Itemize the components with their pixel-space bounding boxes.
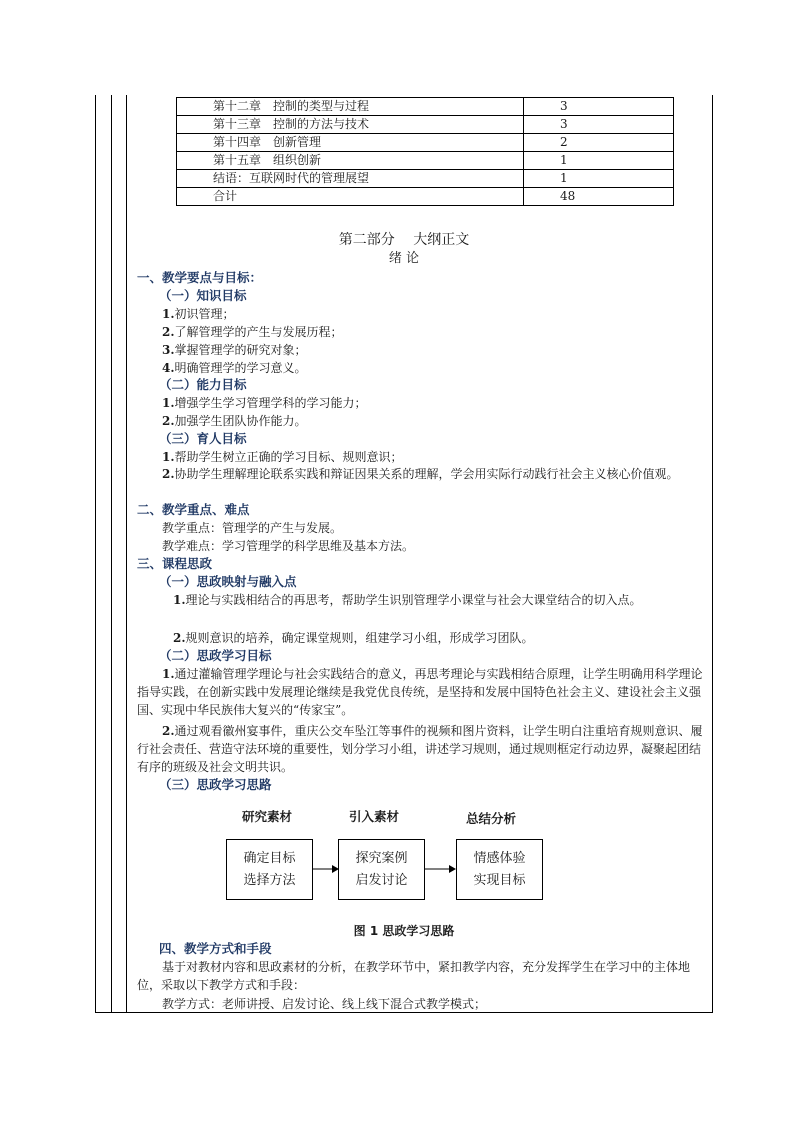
table-row bbox=[177, 98, 674, 116]
section-1-heading: 一、教学要点与目标： bbox=[137, 270, 263, 285]
box-line: 确定目标 bbox=[243, 850, 296, 866]
teaching-method: 教学方式：老师讲授、启发讨论、线上线下混合式教学模式； bbox=[162, 997, 487, 1011]
learning-goals-heading: （二）思政学习目标 bbox=[159, 648, 272, 663]
arrow-right-icon bbox=[312, 863, 340, 875]
section-4-intro: 基于对教材内容和思政素材的分析，在教学环节中，紧扣教学内容，充分发挥学生在学习中的主体地位，采取以下教学方式和手段： bbox=[137, 960, 691, 992]
list-item bbox=[162, 413, 307, 429]
box-line: 启发讨论 bbox=[355, 872, 408, 888]
part-title: 第二部分 大纲正文 bbox=[338, 232, 470, 248]
box-line: 探究案例 bbox=[355, 850, 408, 866]
list-item bbox=[137, 665, 707, 719]
stage-label: 研究素材 bbox=[242, 809, 293, 824]
list-item bbox=[162, 306, 235, 322]
list-item bbox=[162, 360, 307, 376]
table-cell-hours: 3 bbox=[524, 98, 674, 116]
item-number: 1. bbox=[162, 450, 175, 464]
item-number: 1. bbox=[162, 667, 175, 681]
table-cell-chapter: 合计 bbox=[177, 188, 524, 206]
table-row bbox=[177, 152, 674, 170]
mapping-heading: （一）思政映射与融入点 bbox=[159, 574, 297, 589]
diagram-box bbox=[456, 839, 543, 900]
education-goals-heading: （三）育人目标 bbox=[159, 431, 247, 446]
item-text: 加强学生团队协作能力。 bbox=[174, 414, 307, 428]
section-3-heading: 三、课程思政 bbox=[137, 556, 213, 571]
list-item bbox=[162, 342, 307, 358]
item-text: 明确管理学的学习意义。 bbox=[174, 361, 307, 375]
chapter-title: 绪 论 bbox=[388, 251, 420, 266]
diagram-box bbox=[226, 839, 313, 900]
table-cell-chapter: 第十五章 组织创新 bbox=[177, 152, 524, 170]
table-cell-hours: 1 bbox=[524, 152, 674, 170]
list-item bbox=[137, 465, 707, 483]
table-row bbox=[177, 116, 674, 134]
item-text: 通过灌输管理学理论与社会实践结合的意义，再思考理论与实践相结合原理，让学生明确用科学理论指导实践，在创新实践中发展理论继续是我党优良传统，是坚持和发展中国特色社会主义、建设社会主义强国、实现中华民族伟大复兴的“传家宝”。 bbox=[137, 667, 703, 717]
table-cell-chapter: 第十三章 控制的方法与技术 bbox=[177, 116, 524, 134]
box-line: 选择方法 bbox=[243, 872, 296, 888]
table-row bbox=[177, 188, 674, 206]
figure-caption: 图 1 思政学习思路 bbox=[353, 924, 455, 938]
table-cell-hours: 2 bbox=[524, 134, 674, 152]
table-cell-hours: 3 bbox=[524, 116, 674, 134]
table-cell-chapter: 结语：互联网时代的管理展望 bbox=[177, 170, 524, 188]
item-number: 1. bbox=[162, 396, 175, 410]
ability-goals-heading: （二）能力目标 bbox=[159, 377, 247, 392]
class-hours-table bbox=[176, 97, 674, 206]
list-item bbox=[137, 722, 707, 776]
item-text: 了解管理学的产生与发展历程； bbox=[174, 325, 343, 339]
table-row bbox=[177, 170, 674, 188]
item-number: 2. bbox=[162, 325, 175, 339]
box-line: 情感体验 bbox=[473, 850, 526, 866]
section-2-heading: 二、教学重点、难点 bbox=[137, 502, 250, 517]
list-item bbox=[162, 324, 343, 340]
table-cell-hours: 48 bbox=[524, 188, 674, 206]
item-text: 掌握管理学的研究对象； bbox=[174, 343, 307, 357]
item-number: 1. bbox=[162, 307, 175, 321]
knowledge-goals-heading: （一）知识目标 bbox=[159, 288, 247, 303]
item-number: 3. bbox=[162, 343, 175, 357]
item-text: 规则意识的培养，确定课堂规则，组建学习小组，形成学习团队。 bbox=[185, 631, 534, 645]
item-number: 1. bbox=[173, 593, 186, 607]
table-cell-chapter: 第十四章 创新管理 bbox=[177, 134, 524, 152]
box-line: 实现目标 bbox=[473, 872, 526, 888]
item-text: 初识管理； bbox=[174, 307, 235, 321]
item-number: 4. bbox=[162, 361, 175, 375]
table-row bbox=[177, 134, 674, 152]
list-item bbox=[162, 449, 403, 465]
arrow-right-icon bbox=[424, 863, 457, 875]
item-text: 帮助学生树立正确的学习目标、规则意识； bbox=[174, 450, 403, 464]
item-text: 通过观看徽州宴事件，重庆公交车坠江等事件的视频和图片资料，让学生明白注重培育规则意识、履行社会责任、营造守法环境的重要性，划分学习小组，讲述学习规则，通过规则框定行动边界，凝聚起团结有序的班级及社会文明共识。 bbox=[137, 724, 703, 774]
item-number: 2. bbox=[162, 467, 175, 481]
item-number: 2. bbox=[173, 631, 186, 645]
stage-label: 引入素材 bbox=[349, 809, 400, 824]
teaching-focus: 教学重点：管理学的产生与发展。 bbox=[162, 521, 343, 535]
document-frame bbox=[95, 95, 713, 1013]
item-text: 理论与实践相结合的再思考，帮助学生识别管理学小课堂与社会大课堂结合的切入点。 bbox=[185, 593, 642, 607]
item-number: 2. bbox=[162, 724, 175, 738]
item-text: 协助学生理解理论联系实践和辩证因果关系的理解，学会用实际行动践行社会主义核心价值观。 bbox=[174, 467, 679, 481]
table-cell-hours: 1 bbox=[524, 170, 674, 188]
diagram-box bbox=[338, 839, 425, 900]
item-text: 增强学生学习管理学科的学习能力； bbox=[174, 396, 367, 410]
teaching-difficulty: 教学难点：学习管理学的科学思维及基本方法。 bbox=[162, 539, 415, 553]
learning-approach-heading: （三）思政学习思路 bbox=[159, 777, 272, 792]
section-4-heading: 四、教学方式和手段 bbox=[159, 941, 272, 956]
table-cell-chapter: 第十二章 控制的类型与过程 bbox=[177, 98, 524, 116]
list-item bbox=[173, 630, 534, 646]
list-item bbox=[162, 395, 367, 411]
item-number: 2. bbox=[162, 414, 175, 428]
list-item bbox=[137, 591, 707, 609]
stage-label: 总结分析 bbox=[466, 811, 517, 826]
